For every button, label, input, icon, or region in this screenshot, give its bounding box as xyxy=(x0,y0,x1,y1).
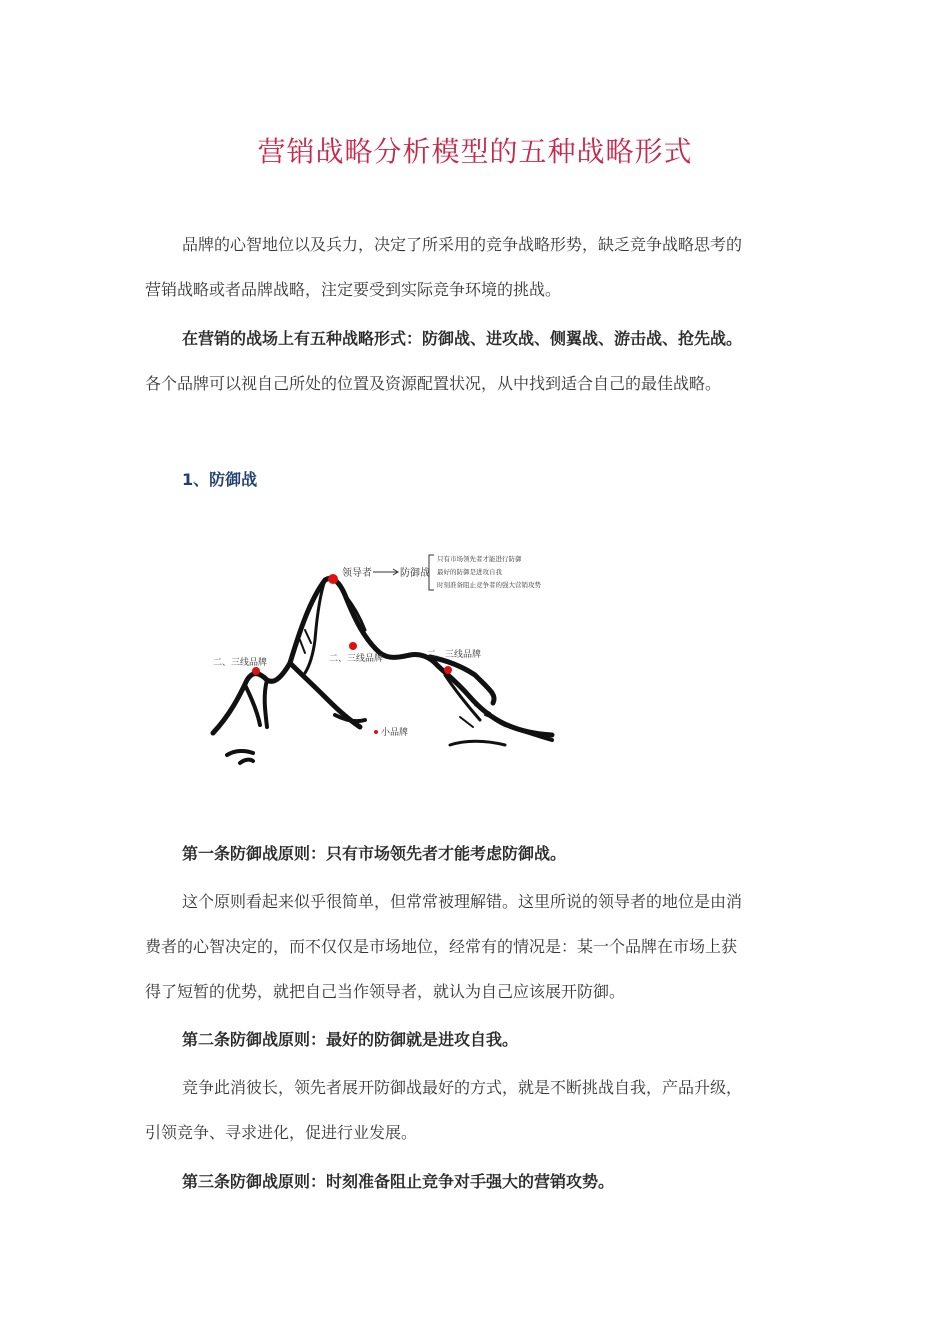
ground-scribble-1 xyxy=(227,751,253,755)
principle-2-line-2: 引领竞争、寻求进化，促进行业发展。 xyxy=(145,1123,418,1142)
mountain-left-ridge xyxy=(265,680,267,727)
principle-2-paragraph xyxy=(145,1065,805,1155)
ground-scribble-3 xyxy=(450,741,505,745)
principle-3-heading: 第三条防御战原则：时刻准备阻止竞争对手强大的营销攻势。 xyxy=(182,1172,615,1191)
hatch-5 xyxy=(460,717,473,727)
small-brand-label: 小品牌 xyxy=(381,728,409,738)
brand-center-label: 二、三线品牌 xyxy=(329,654,384,664)
mountain-left-slope xyxy=(245,685,260,725)
five-forms-rest-line: 各个品牌可以视自己所处的位置及资源配置状况，从中找到适合自己的最佳战略。 xyxy=(145,374,722,393)
figure-note-1: 只有市场领先者才能进行防御 xyxy=(437,555,522,563)
brand-left-label: 二、三线品牌 xyxy=(213,658,268,668)
five-forms-bold-line: 在营销的战场上有五种战略形式：防御战、进攻战、侧翼战、游击战、抢先战。 xyxy=(182,329,743,348)
mountain-inner-ridge xyxy=(290,663,360,727)
brand-right-label: 二、三线品牌 xyxy=(427,650,482,660)
leader-label: 领导者 xyxy=(342,568,372,579)
principle-1-line-1: 这个原则看起来似乎很简单，但常常被理解错。这里所说的领导者的地位是由消 xyxy=(182,892,743,911)
five-forms-paragraph xyxy=(145,316,805,406)
figure-note-3: 时刻准备阻止竞争者的强大营销攻势 xyxy=(437,581,541,589)
principle-1-line-3: 得了短暂的优势，就把自己当作领导者，就认为自己应该展开防御。 xyxy=(145,982,626,1001)
defense-label: 防御战 xyxy=(400,568,430,579)
intro-paragraph xyxy=(145,222,805,312)
principle-1-paragraph xyxy=(145,879,805,1014)
small-brand-dot xyxy=(374,730,378,734)
page-title: 营销战略分析模型的五种战略形式 xyxy=(257,135,693,168)
principle-1-heading: 第一条防御战原则：只有市场领先者才能考虑防御战。 xyxy=(182,844,567,863)
intro-line-1: 品牌的心智地位以及兵力，决定了所采用的竞争战略形势，缺乏竞争战略思考的 xyxy=(182,235,743,254)
principle-1-line-2: 费者的心智决定的，而不仅仅是市场地位，经常有的情况是：某一个品牌在市场上获 xyxy=(145,937,738,956)
hatch-2 xyxy=(305,630,311,643)
right-brand-dot xyxy=(444,666,452,674)
left-brand-dot xyxy=(252,667,260,675)
section-heading-defense: 1、防御战 xyxy=(182,470,258,489)
hatch-1 xyxy=(300,640,305,653)
mountain-diagram xyxy=(205,545,560,775)
intro-line-2: 营销战略或者品牌战略，注定要受到实际竞争环境的挑战。 xyxy=(145,280,562,299)
principle-2-heading: 第二条防御战原则：最好的防御就是进攻自我。 xyxy=(182,1030,519,1049)
center-brand-dot xyxy=(349,642,357,650)
mountain-right-inner xyxy=(445,675,480,720)
ground-scribble-2 xyxy=(240,760,253,763)
figure-note-2: 最好的防御是进攻自我 xyxy=(437,568,502,576)
leader-dot xyxy=(328,574,338,584)
principle-2-line-1: 竞争此消彼长，领先者展开防御战最好的方式，就是不断挑战自我，产品升级， xyxy=(182,1078,743,1097)
